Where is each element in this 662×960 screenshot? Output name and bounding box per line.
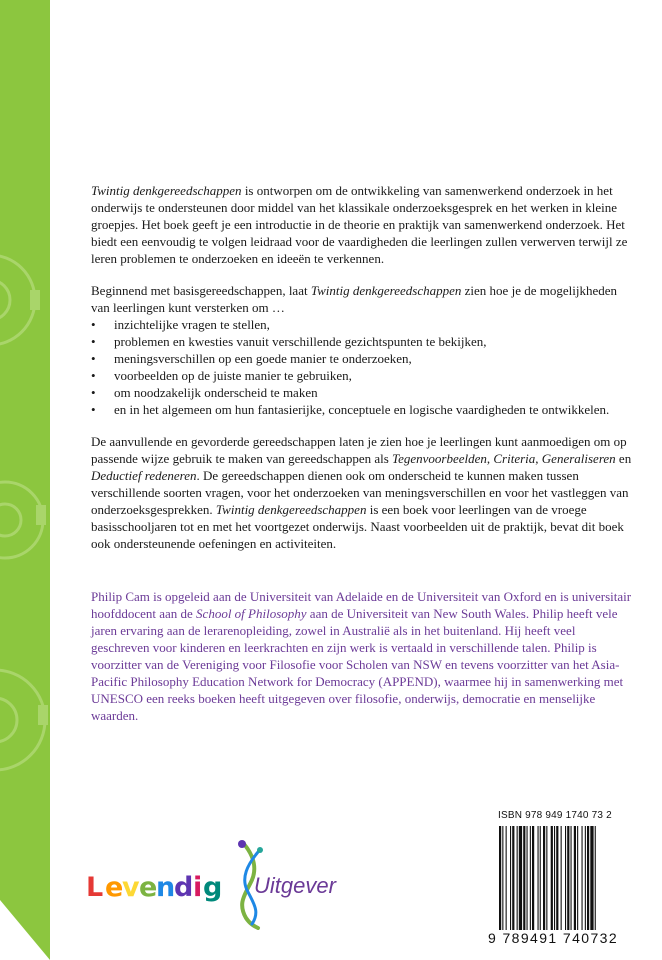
- barcode-bar: [517, 826, 518, 930]
- author-bio: Philip Cam is opgeleid aan de Universiteit van Adelaide en de Universiteit van Oxford en is universitair hoofddocent aan de School of Philosophy aan de Universiteit van New South Wales. Philip heeft vele jaren ervaring aan de lerarenopleiding, zowel in Australië als in het buitenland. Hij heeft veel geschreven voor kinderen en leerkrachten en zijn werk is vertaald in verschillende talen. Philip is voorzitter van de Vereniging voor Filosofie voor Scholen van NSW en tevens voorzitter van het Asia-Pacific Philosophy Education Network for Democracy (APPEND), waarmee hij in samenwerking met UNESCO een reeks boeken heeft uitgegeven over filosofie, onderwijs, democratie en menselijke waarden.: [91, 589, 632, 723]
- list-item: • voorbeelden op de juiste manier te gebruiken,: [91, 368, 352, 383]
- barcode-bar: [551, 826, 553, 930]
- barcode-digits: 9 789491 740732: [488, 930, 618, 946]
- advanced-tools-paragraph: De aanvullende en gevorderde gereedschappen laten je zien hoe je leerlingen kunt aanmoedigen om op passende wijze gebruik te maken van gereedschappen als Tegenvoorbeelden, Criteria, Generaliseren en Deductief redeneren. De gereedschappen dienen ook om onderscheid te kunnen maken tussen verschillende soorten vragen, voor het onderzoeken van meningsverschillen en voor het vastleggen van onderzoeksgesprekken. Twintig denkgereedschappen is een boek voor leerlingen van de vroege basisschooljaren tot en met het voortgezet onderwijs. Naast voorbeelden uit de praktijk, bevat dit boek ook ondersteunende oefeningen en activiteiten.: [91, 434, 632, 551]
- logo-letter: e: [139, 872, 158, 903]
- barcode-bar: [519, 826, 522, 930]
- barcode-bar: [567, 826, 569, 930]
- barcode-bar: [554, 826, 555, 930]
- barcode-bar: [546, 826, 547, 930]
- barcode-bar: [561, 826, 562, 930]
- barcode-bar: [538, 826, 539, 930]
- barcode-bar: [530, 826, 531, 930]
- skills-list: [91, 316, 636, 418]
- barcode-bar: [523, 826, 525, 930]
- barcode-bar: [540, 826, 541, 930]
- barcode-bar: [571, 826, 572, 930]
- publisher-logo: [86, 838, 386, 930]
- barcode-icon: [497, 826, 635, 930]
- barcode-bar: [556, 826, 558, 930]
- barcode-bar: [499, 826, 501, 930]
- publisher-name: Uitgever: [254, 873, 336, 898]
- logo-letter: L: [86, 872, 104, 903]
- barcode-bar: [543, 826, 545, 930]
- barcode-bar: [510, 826, 511, 930]
- barcode-bar: [512, 826, 514, 930]
- intro-paragraph: Twintig denkgereedschappen is ontworpen om de ontwikkeling van samenwerkend onderzoek in het onderwijs te ondersteunen door middel van het klassikale onderzoeksgesprek en het werken in kleine groepjes. Het boek geeft je een introductie in de theorie en praktijk van samenwerkend onderzoek. Het biedt een eenvoudig te volgen leidraad voor de vaardigheden die leerlingen zullen verwerven terwijl ze leren problemen te onderzoeken en ideeën te verkennen.: [91, 183, 628, 266]
- logo-letter: g: [203, 872, 223, 903]
- logo-letter: i: [193, 872, 203, 903]
- barcode-bar: [502, 826, 503, 930]
- barcode-bar: [577, 826, 578, 930]
- barcode-bar: [595, 826, 596, 930]
- list-item: • en in het algemeen om hun fantasierijke, conceptuele en logische vaardigheden te ontwikkelen.: [91, 402, 610, 417]
- barcode-bar: [585, 826, 586, 930]
- barcode-bar: [527, 826, 528, 930]
- list-item: • inzichtelijke vragen te stellen,: [91, 317, 270, 332]
- logo-letter: v: [122, 872, 140, 903]
- barcode-bar: [574, 826, 576, 930]
- barcode-bar: [582, 826, 583, 930]
- logo-letter: d: [174, 872, 194, 903]
- list-item: • om noodzakelijk onderscheid te maken: [91, 385, 318, 400]
- barcode-bar: [506, 826, 507, 930]
- barcode-bar: [532, 826, 534, 930]
- barcode-bar: [587, 826, 589, 930]
- list-item: • meningsverschillen op een goede manier te onderzoeken,: [91, 351, 412, 366]
- tools-section: Beginnend met basisgereedschappen, laat Twintig denkgereedschappen zien hoe je de mogelijkheden van leerlingen kunt versterken om … • inzichtelijke vragen te stellen, • problemen en kwesties vanuit verschillende gezichtspunten te bekijken, • meningsverschillen op een goede manier te onderzoeken, • voorbeelden op de juiste manier te gebruiken, • om noodzakelijk onderscheid te maken • en in het algemeen om hun fantasierijke, conceptuele en logische vaardigheden te ontwikkelen.: [91, 282, 636, 418]
- book-title: Twintig denkgereedschappen: [91, 183, 242, 198]
- barcode-bar: [565, 826, 566, 930]
- logo-letter: e: [105, 872, 124, 903]
- list-item: • problemen en kwesties vanuit verschillende gezichtspunten te bekijken,: [91, 334, 487, 349]
- barcode-bar: [590, 826, 593, 930]
- green-side-band: [0, 0, 50, 960]
- isbn-label: ISBN 978 949 1740 73 2: [498, 810, 612, 821]
- logo-letter: n: [156, 872, 176, 903]
